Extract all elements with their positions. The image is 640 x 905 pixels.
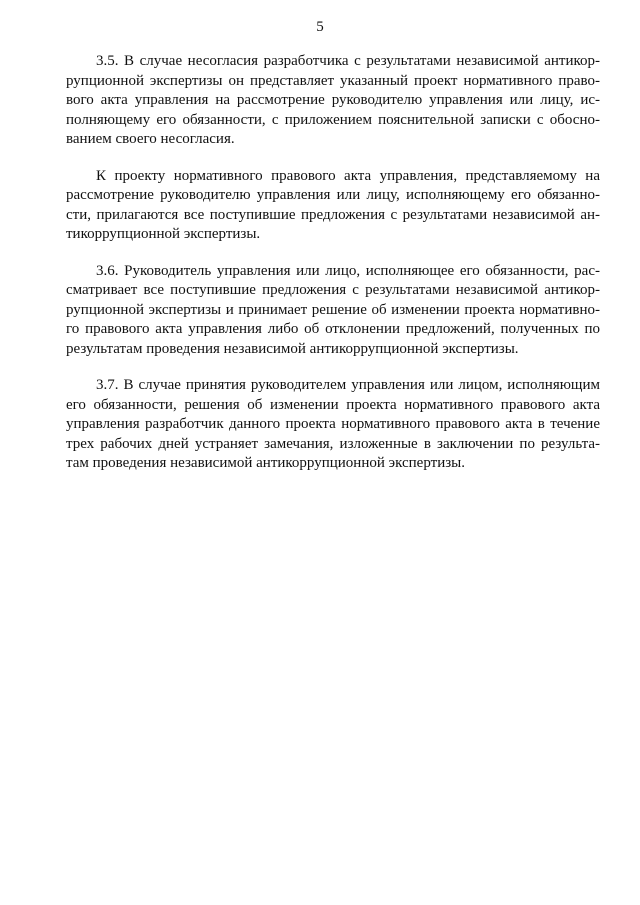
- text-line: К проекту нормативного правового акта управления, представляемому на: [96, 167, 600, 184]
- text-line: сматривает все поступившие предложения с результатами независимой антикор-: [66, 282, 600, 298]
- text-line: го правового акта управления либо об отклонении предложений, полученных по: [66, 321, 600, 337]
- text-line: рупционной экспертизы и принимает решение об изменении проекта нормативно-: [66, 301, 600, 318]
- text-line: вого акта управления на рассмотрение руководителю управления или лицу, ис-: [66, 92, 600, 108]
- text-line: сти, прилагаются все поступившие предложения с результатами независимой ан-: [66, 206, 600, 223]
- text-line: результатам проведения независимой антикоррупционной экспертизы.: [66, 340, 519, 357]
- text-line: 3.7. В случае принятия руководителем управления или лицом, исполняющим: [96, 377, 600, 393]
- paragraph-3-5-continuation: [66, 167, 600, 245]
- text-line: рупционной экспертизы он представляет указанный проект нормативного право-: [66, 72, 600, 89]
- text-line: управления разработчик данного проекта нормативного правового акта в течение: [66, 416, 600, 432]
- paragraph-3-5: [66, 52, 600, 150]
- text-line: полняющему его обязанности, с приложением пояснительной записки с обосно-: [66, 111, 600, 128]
- page-number: 5: [316, 19, 324, 35]
- text-line: трех рабочих дней устраняет замечания, изложенные в заключении по результа-: [66, 435, 600, 452]
- paragraph-3-6: [66, 262, 600, 360]
- text-line: тикоррупционной экспертизы.: [66, 226, 261, 242]
- document-body: [66, 52, 600, 491]
- text-line: 3.5. В случае несогласия разработчика с результатами независимой антикор-: [96, 53, 600, 69]
- text-line: ванием своего несогласия.: [66, 131, 235, 147]
- text-line: там проведения независимой антикоррупционной экспертизы.: [66, 455, 465, 471]
- paragraph-3-7: [66, 376, 600, 474]
- text-line: его обязанности, решения об изменении проекта нормативного правового акта: [66, 396, 600, 413]
- text-line: 3.6. Руководитель управления или лицо, исполняющее его обязанности, рас-: [96, 262, 600, 279]
- text-line: рассмотрение руководителю управления или лицу, исполняющему его обязанно-: [66, 187, 600, 203]
